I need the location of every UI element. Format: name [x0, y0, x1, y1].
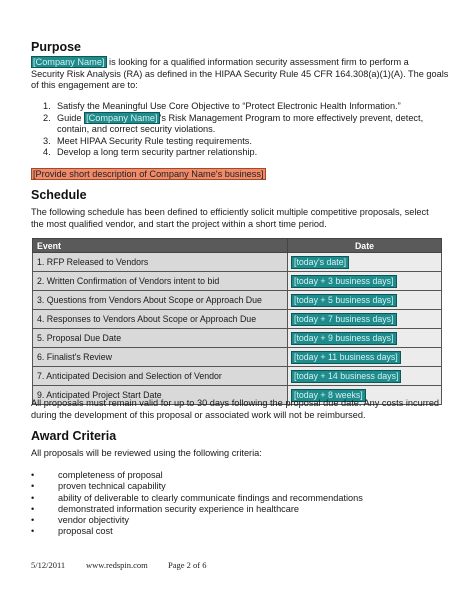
footer-page-number: Page 2 of 6 [168, 560, 207, 570]
bullet-icon: • [31, 470, 35, 480]
table-row: 9. Anticipated Project Start Date [today + 8 weeks] [33, 386, 442, 405]
bullet-icon: • [31, 515, 35, 526]
award-criteria-heading: Award Criteria [31, 429, 117, 443]
column-header-date: Date [288, 239, 442, 253]
criteria-list [31, 470, 451, 538]
table-header-row [33, 239, 442, 253]
bullet-icon: • [31, 481, 35, 492]
schedule-heading: Schedule [31, 188, 87, 202]
list-item: • demonstrated information security experience in healthcare [31, 503, 300, 514]
date-placeholder: [today's date] [291, 256, 349, 269]
table-row: 2. Written Confirmation of Vendors intent to bid [today + 3 business days] [33, 272, 442, 291]
list-item: • proven technical capability [31, 481, 166, 492]
table-row: 5. Proposal Due Date [today + 9 business days] [33, 329, 442, 348]
company-name-placeholder: [Company Name] [86, 112, 158, 123]
column-header-event: Event [33, 239, 288, 253]
date-placeholder: [today + 8 weeks] [291, 389, 366, 402]
table-row: 4. Responses to Vendors About Scope or Approach Due [today + 7 business days] [33, 310, 442, 329]
bullet-icon: • [31, 503, 35, 514]
footer-date: 5/12/2011 [31, 560, 66, 570]
goals-list [31, 101, 441, 159]
table-row: 1. RFP Released to Vendors [today's date] [33, 253, 442, 272]
business-description-placeholder: [Provide short description of Company Name's business] [33, 169, 264, 179]
table-row: 7. Anticipated Decision and Selection of Vendor [today + 14 business days] [33, 367, 442, 386]
date-placeholder: [today + 14 business days] [291, 370, 401, 383]
company-name-placeholder: [Company Name] [33, 57, 105, 67]
footer-url: www.redspin.com [86, 560, 148, 570]
award-criteria-intro: All proposals will be reviewed using the following criteria: [31, 448, 262, 458]
table-row: 3. Questions from Vendors About Scope or Approach Due [today + 5 business days] [33, 291, 442, 310]
schedule-intro: The following schedule has been defined to efficiently solicit multiple competitive proposals, select the most qualified vendor, and start the project within a short time period. [31, 207, 429, 229]
list-item: • proposal cost [31, 526, 113, 537]
date-placeholder: [today + 5 business days] [291, 294, 397, 307]
table-row: 6. Finalist's Review [today + 11 business days] [33, 348, 442, 367]
goal-item: 4. Develop a long term security partner relationship. [43, 147, 258, 157]
date-placeholder: [today + 3 business days] [291, 275, 397, 288]
date-placeholder: [today + 11 business days] [291, 351, 401, 364]
list-item: • ability of deliverable to clearly communicate findings and recommendations [31, 492, 363, 503]
date-placeholder: [today + 7 business days] [291, 313, 397, 326]
purpose-paragraph: [Company Name] is looking for a qualified information security assessment firm to perform a Security Risk Analysis (RA) as defined in the HIPAA Security Rule 45 CFR 164.308(a)(1)(A). The goals of this engagement are to: [31, 57, 449, 90]
bullet-icon: • [31, 492, 35, 503]
schedule-table [32, 238, 442, 405]
goal-item: 2. Guide [Company Name] 's Risk Management Program to more effectively prevent, detect, contain, and correct security violations. [43, 112, 424, 134]
bullet-icon: • [31, 526, 35, 537]
proposal-validity-note: All proposals must remain valid for up to 30 days following the proposal due date. Any costs incurred during the development of this proposal or associated work will not be reimbursed. [31, 398, 440, 420]
date-placeholder: [today + 9 business days] [291, 332, 397, 345]
list-item: • completeness of proposal [31, 470, 163, 480]
list-item: • vendor objectivity [31, 515, 129, 526]
goal-item: 3. Meet HIPAA Security Rule testing requirements. [43, 135, 252, 146]
goal-item: 1. Satisfy the Meaningful Use Core Objective to “Protect Electronic Health Information.” [43, 101, 401, 111]
purpose-heading: Purpose [31, 40, 82, 54]
